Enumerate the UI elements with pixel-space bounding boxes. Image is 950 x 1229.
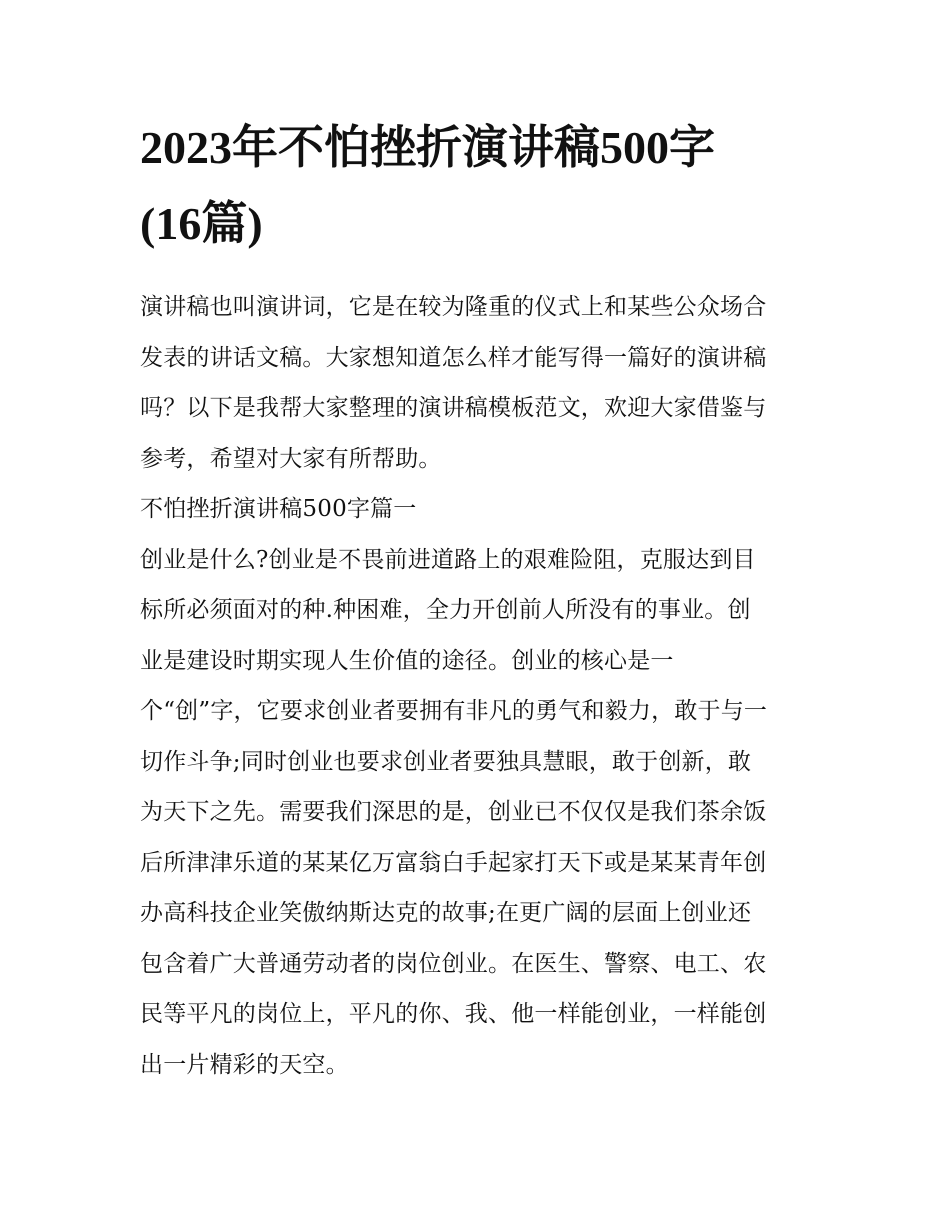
section-line: 出一片精彩的天空。	[140, 1051, 349, 1078]
section-line: 后所津津乐道的某某亿万富翁白手起家打天下或是某某青年创	[140, 849, 767, 876]
intro-line: 发表的讲话文稿。大家想知道怎么样才能写得一篇好的演讲稿	[140, 344, 767, 371]
document-body	[140, 282, 812, 1090]
intro-line: 演讲稿也叫演讲词，它是在较为隆重的仪式上和某些公众场合	[140, 294, 767, 320]
section-line: 为天下之先。需要我们深思的是，创业已不仅仅是我们茶余饭	[140, 799, 767, 825]
intro-paragraph	[140, 282, 812, 484]
section-paragraph	[140, 535, 812, 1091]
section-line: 个“创”字，它要求创业者要拥有非凡的勇气和毅力，敢于与一	[140, 698, 768, 724]
intro-line: 参考，希望对大家有所帮助。	[140, 445, 442, 472]
title-line-2: (16篇)	[140, 198, 263, 249]
section-line: 民等平凡的岗位上，平凡的你、我、他一样能创业，一样能创	[140, 1001, 767, 1027]
intro-line: 吗？以下是我帮大家整理的演讲稿模板范文，欢迎大家借鉴与	[140, 395, 767, 421]
section-line: 办高科技企业笑傲纳斯达克的故事;在更广阔的层面上创业还	[140, 900, 752, 926]
section-line: 创业是什么?创业是不畏前进道路上的艰难险阻，克服达到目	[140, 546, 756, 573]
document-page	[140, 110, 812, 1090]
title-line-1: 2023年不怕挫折演讲稿500字	[140, 122, 715, 173]
section-line: 业是建设时期实现人生价值的途径。创业的核心是一	[140, 647, 674, 674]
section-line: 切作斗争;同时创业也要求创业者要独具慧眼，敢于创新，敢	[140, 748, 752, 775]
section-line: 包含着广大普通劳动者的岗位创业。在医生、警察、电工、农	[140, 950, 767, 977]
section-line: 标所必须面对的种.种困难，全力开创前人所没有的事业。创	[140, 597, 751, 623]
section-heading: 不怕挫折演讲稿500字篇一	[140, 496, 417, 522]
document-title	[140, 110, 812, 262]
